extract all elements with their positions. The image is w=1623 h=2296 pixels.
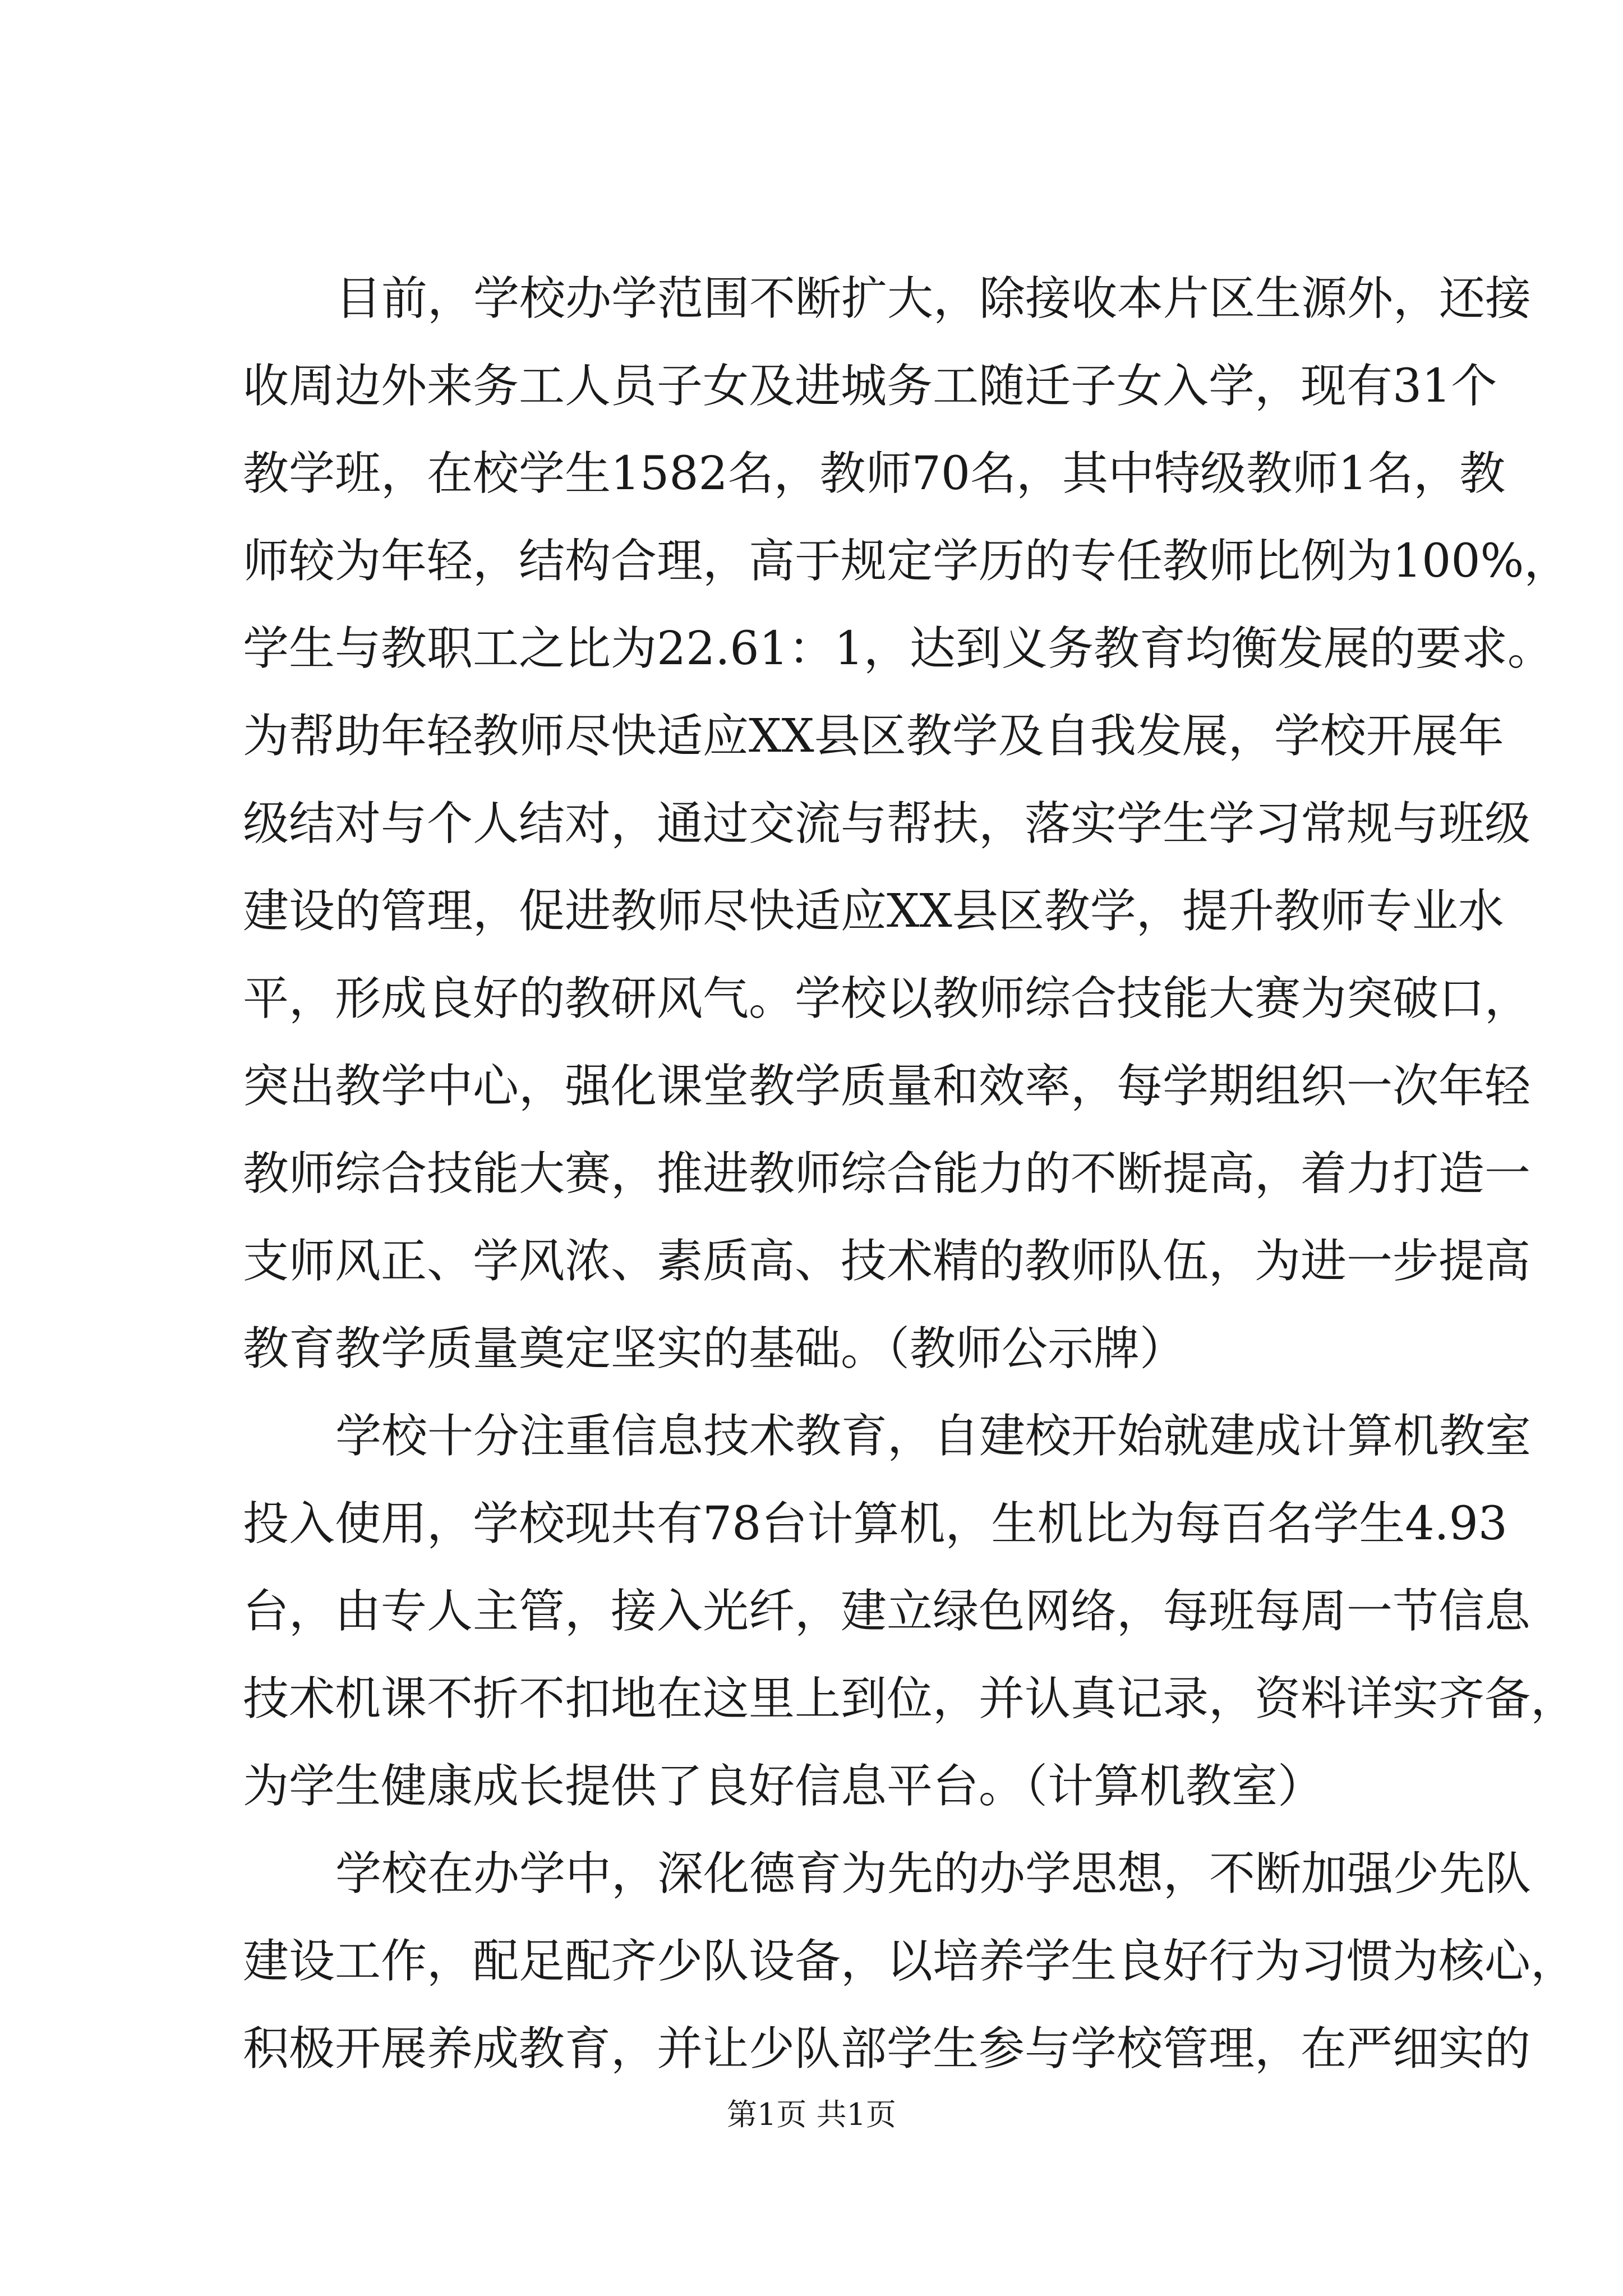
paragraph-1-line-13: 教育教学质量奠定坚实的基础。（教师公示牌）: [243, 1322, 1186, 1375]
paragraph-1-line-1: 目前，学校办学范围不断扩大，除接收本片区生源外，还接: [335, 272, 1532, 325]
paragraph-1-line-7: 级结对与个人结对，通过交流与帮扶，落实学生学习常规与班级: [243, 797, 1531, 850]
paragraph-1-line-3: 教学班，在校学生1582名，教师70名，其中特级教师1名，教: [243, 447, 1506, 500]
paragraph-3-line-2: 建设工作，配足配齐少队设备，以培养学生良好行为习惯为核心，: [243, 1935, 1577, 1988]
paragraph-1-line-5: 学生与教职工之比为22.61：1，达到义务教育均衡发展的要求。: [243, 622, 1553, 675]
paragraph-2-line-5: 为学生健康成长提供了良好信息平台。（计算机教室）: [243, 1760, 1324, 1813]
paragraph-3-line-1: 学校在办学中，深化德育为先的办学思想，不断加强少先队: [335, 1847, 1532, 1901]
paragraph-1-line-8: 建设的管理，促进教师尽快适应XX县区教学，提升教师专业水: [243, 885, 1504, 938]
document-body: [243, 255, 1577, 2093]
paragraph-3-line-3: 积极开展养成教育，并让少队部学生参与学校管理，在严细实的: [243, 2022, 1531, 2076]
paragraph-1-line-10: 突出教学中心，强化课堂教学质量和效率，每学期组织一次年轻: [243, 1060, 1531, 1113]
paragraph-1-line-2: 收周边外来务工人员子女及进城务工随迁子女入学，现有31个: [243, 360, 1497, 413]
paragraph-2-line-4: 技术机课不折不扣地在这里上到位，并认真记录，资料详实齐备，: [243, 1672, 1577, 1726]
paragraph-2-line-1: 学校十分注重信息技术教育，自建校开始就建成计算机教室: [335, 1410, 1532, 1463]
paragraph-1-line-12: 支师风正、学风浓、素质高、技术精的教师队伍，为进一步提高: [243, 1235, 1531, 1288]
paragraph-1-line-6: 为帮助年轻教师尽快适应XX县区教学及自我发展，学校开展年: [243, 710, 1504, 763]
paragraph-1-line-11: 教师综合技能大赛，推进教师综合能力的不断提高，着力打造一: [243, 1147, 1531, 1200]
paragraph-2-line-3: 台，由专人主管，接入光纤，建立绿色网络，每班每周一节信息: [243, 1585, 1531, 1638]
paragraph-2-line-2: 投入使用，学校现共有78台计算机，生机比为每百名学生4.93: [243, 1497, 1507, 1550]
page-number-footer: 第1页 共1页: [727, 2097, 896, 2132]
paragraph-1-line-4: 师较为年轻，结构合理，高于规定学历的专任教师比例为100%，: [243, 535, 1570, 588]
paragraph-1-line-9: 平，形成良好的教研风气。学校以教师综合技能大赛为突破口，: [243, 972, 1531, 1025]
